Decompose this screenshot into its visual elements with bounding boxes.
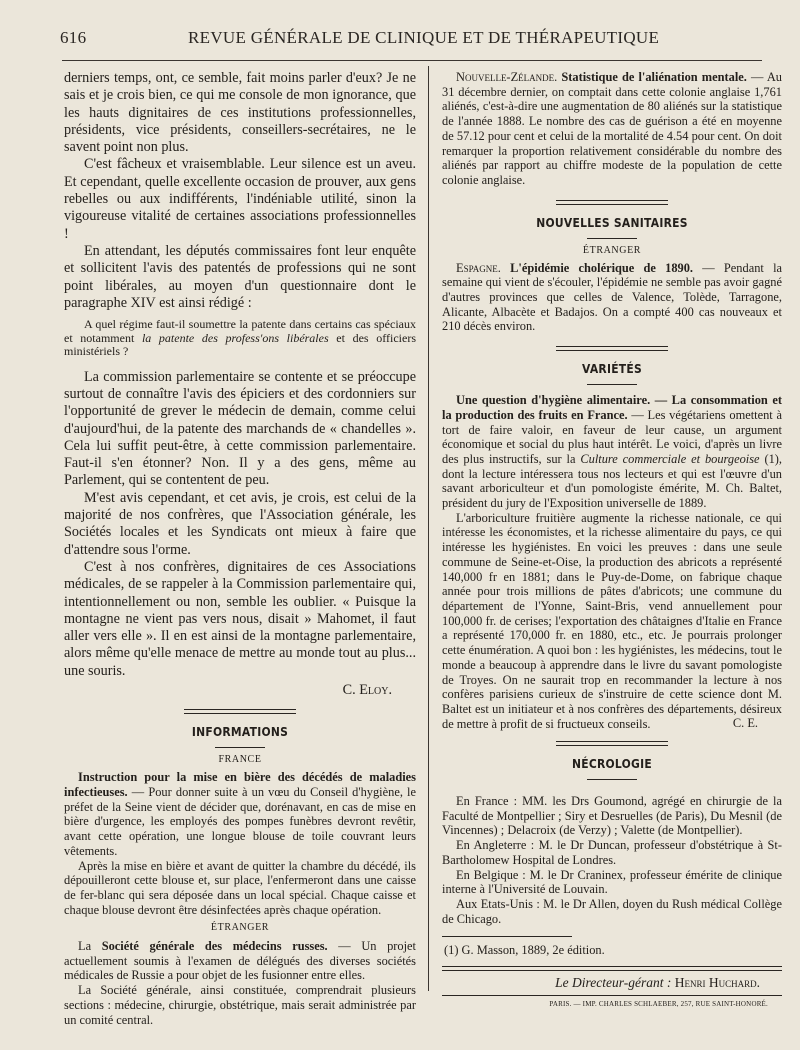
heading-underline [587,238,637,239]
section-heading-necrologie: NÉCROLOGIE [571,756,653,772]
footer-rule [442,966,782,971]
printer-imprint: PARIS. — IMP. CHARLES SCHLAEBER, 257, RUE SAINT-HONORÉ. [549,1000,768,1009]
heading-underline [587,384,637,385]
news-item-text: — Au 31 décembre dernier, on comptait dans cette colonie anglaise 1,761 aliénés, c'est-à-dire une augmentation de 80 aliénés sur la statistique de l'année 1888. Le nombre des cas de guérison a été en moyenne de 57.12 pour cent et celui de la mortalité de 4.54 pour cent. On doit remarquer la proportion relativement considérable du nombre des aliénés par rapport au chiffre modeste de la population de cette colonie anglaise. [442,70,782,187]
footnote-rule [442,936,572,937]
section-rule [184,709,296,714]
header-rule [62,60,762,61]
news-item [64,939,416,983]
subhead-etranger: ÉTRANGER [582,244,642,256]
page-header [60,28,760,52]
section-heading-varietes: VARIÉTÉS [581,361,643,377]
editor-line [442,975,782,991]
column-divider [428,66,429,991]
news-item-title: Société générale des médecins russes. [101,939,328,954]
news-item [442,261,782,335]
book-title: Culture commerciale et bourgeoise [580,451,760,466]
obituary-item: En Belgique : M. le Dr Craninex, professeur émérite de clinique interne à l'Université de Louvain. [442,867,782,897]
quote-text-end: et des officiers ministériels ? [64,330,417,359]
left-column [64,70,416,1027]
news-item [64,770,416,858]
obituary-item: En France : MM. les Drs Goumond, agrégé en chirurgie de la Faculté de Montpellier ; Siry et Desruelles (de Paris), Du Mesnil (de Vincennes) ; Delacroix (de Verzy) ; Valette (de Montpellier). [442,794,782,838]
news-place: Espagne. [456,260,501,275]
article [442,393,782,511]
paragraph: M'est avis cependant, et cet avis, je crois, est celui de la majorité de nos confrères, que l'Association générale, les Sociétés locales et les Syndicats ont mieux à faire que d'attendre sous l'orme. [64,489,416,558]
obituary-item: Aux Etats-Unis : M. le Dr Allen, doyen du Rush médical Collège de Chicago. [442,896,782,926]
editorial-text [64,70,416,699]
news-item-text: — Un projet actuellement soumis à l'examen de délégués des diverses sociétés médicales de Russie a pour objet de les fusionner entre elles. [64,939,416,983]
paragraph: C'est à nos confrères, dignitaires de ces Associations médicales, de se rappeler à la Commission parlementaire qui, intentionnellement ou non, semble les oublier. « Puisque la montagne ne vient pas vers nous, disait » Mahomet, il faut aller vers elle ». Il en est ainsi de la montagne parlementaire, alors même qu'elle menace de mettre au monde tout au plus... une souris. [64,558,416,679]
nz-item [442,70,782,188]
obituary-item: En Angleterre : M. le Dr Duncan, professeur d'obstétrique à St-Bartholomew Hospital de Londres. [442,838,782,867]
article-text: — Les végétariens omettent à tort de faire valoir, en faveur de leur cause, un argument économique et social du plus haut intérêt. Le voici, d'après un livre des plus instructifs, sur la [442,407,783,466]
quote-text: A quel régime faut-il soumettre la patente dans certains cas spéciaux et notamment [64,317,416,345]
news-item-title: Instruction pour la mise en bière des décédés de maladies infectieuses. [64,770,416,799]
footnote: (1) G. Masson, 1889, 2e édition. [444,943,605,958]
paragraph: En attendant, les députés commissaires font leur enquête et sollicitent l'avis des patentés de professions qui ne sont point libérales, au moyen d'un questionnaire dont le paragraphe XIV est ainsi rédigé : [64,242,416,311]
quote-italic: la patente des profess'ons libérales [141,330,329,345]
imprint-rule [442,995,782,996]
subhead-france: FRANCE [218,754,262,766]
section-heading-sanitaires: NOUVELLES SANITAIRES [536,214,688,230]
article-text: (1), dont la lecture intéressera tous nos lecteurs et qui est l'œuvre d'un savant arboriculteur et d'un pomologiste émérite, M. Ch. Baltet, président du jury de l'Exposition universelle de 1889. [442,451,782,511]
paragraph: La Société générale, ainsi constituée, comprendrait plusieurs sections : médecine, chirurgie, obstétrique, mais serait administrée par un comité central. [64,983,416,1027]
editor-name: Henri Huchard. [674,975,760,991]
news-item-title: L'épidémie cholérique de 1890. [510,260,694,275]
news-item-text: — Pour donner suite à un vœu du Conseil d'hygiène, le préfet de la Seine vient de décider que, dorénavant, en cas de mise en bière d'urgence, les employés des pompes funèbres devront revêtir, avant cette opération, une longue blouse de toile couvrant leurs vêtements. [64,785,416,858]
informations-text [64,770,416,1027]
paragraph: L'arboriculture fruitière augmente la richesse nationale, ce qui intéresse les économistes, et la richesse alimentaire du pays, ce qui intéresse les hygiénistes. En voici les preuves : dans une seule commune de Seine-et-Oise, la production des abricots a représenté 140,000 fr en 1881; dans le Puy-de-Dome, on fabrique chaque année pour trois millions de pâtes d'abricots; une commune du département de l'Yonne, Saint-Bris, vend annuellement pour 100,000 fr. de cerises; l'exportation des châtaignes d'Italie en France a représenté 170,000 fr. en 1880, etc., etc. Je pourrais prolonger cette énumération. A quoi bon : les hygiénistes, les médecins, tout le monde a beaucoup à apprendre dans le livre du savant pomologiste de Troyes. On ne saurait trop en recommander la lecture à nos confères parisiens curieux de s'instruire de cette science dont M. Baltet est un initiateur et à nos confrères des départements, désireux de mettre à profit de si fructueux conseils. [442,510,782,731]
paragraph: La commission parlementaire se contente et se préoccupe surtout de connaître l'avis des épiciers et des cordonniers sur l'opportunité de grever le médecin de demain, comme celui d'aujourd'hui, de la patente des marchands de « chandelles ». Cela lui suffit peut-être, à cette commission parlementaire. Faut-il s'en étonner? Non. Il y a des gens, même au Parlement, qui se contentent de peu. [64,368,416,489]
varietes-text [442,393,782,731]
article-title: Une question d'hygiène alimentaire. — La consommation et la production des fruits en France. [442,393,782,422]
subhead-etranger: ÉTRANGER [210,922,270,934]
journal-title: REVUE GÉNÉRALE DE CLINIQUE ET DE THÉRAPEUTIQUE [188,28,660,47]
author-signature: C. Eloy. [342,682,392,698]
heading-underline [215,747,265,748]
news-item-text: — Pendant la semaine qui vient de s'écouler, l'épidémie ne semble pas avoir gagné d'autres provinces que celles de Valence, Tolède, Tarragone, Alicante, Albacète et Badajos. On a compté 400 cas nouveaux et 210 décès environ. [442,260,783,334]
paragraph: derniers temps, ont, ce semble, fait moins parler d'eux? Je ne sais et je crois bien, ce qui me console de mon ignorance, que les hauts dignitaires de ces institutions professionnelles, présidents, vice présidents, conseillers-secrétaires, ne le savent point non plus. [64,70,416,156]
news-item-lead: La [78,939,102,954]
section-heading-informations: INFORMATIONS [191,724,289,740]
section-rule [556,741,668,746]
editor-label: Le Directeur-gérant : [555,975,672,991]
news-item [442,70,782,188]
paragraph: Après la mise en bière et avant de quitter la chambre du décédé, ils dépouilleront cette blouse et, sur place, l'enfermeront dans une caisse de fer-blanc qui sera déposée dans un local spécial. Chaque caisse et chaque blouse devront être désinfectées après chaque opération. [64,858,416,917]
necrologie-text [442,794,782,926]
news-place: Nouvelle-Zélande. [456,70,558,84]
heading-underline [587,779,637,780]
paragraph: C'est fâcheux et vraisemblable. Leur silence est un aveu. Et cependant, quelle excellente occasion de prouver, aux gens rebelles ou aux indifférents, l'indéniable utilité, sinon la vigoureuse vitalité de certaines associations professionnelles ! [64,156,416,242]
sanitaires-text [442,261,782,335]
questionnaire-quote [64,318,416,359]
section-rule [556,346,668,351]
right-column [442,70,782,1008]
article-signature: C. E. [732,716,758,731]
section-rule [556,200,668,205]
news-item-title: Statistique de l'aliénation mentale. [561,70,747,84]
page-number: 616 [60,28,87,47]
